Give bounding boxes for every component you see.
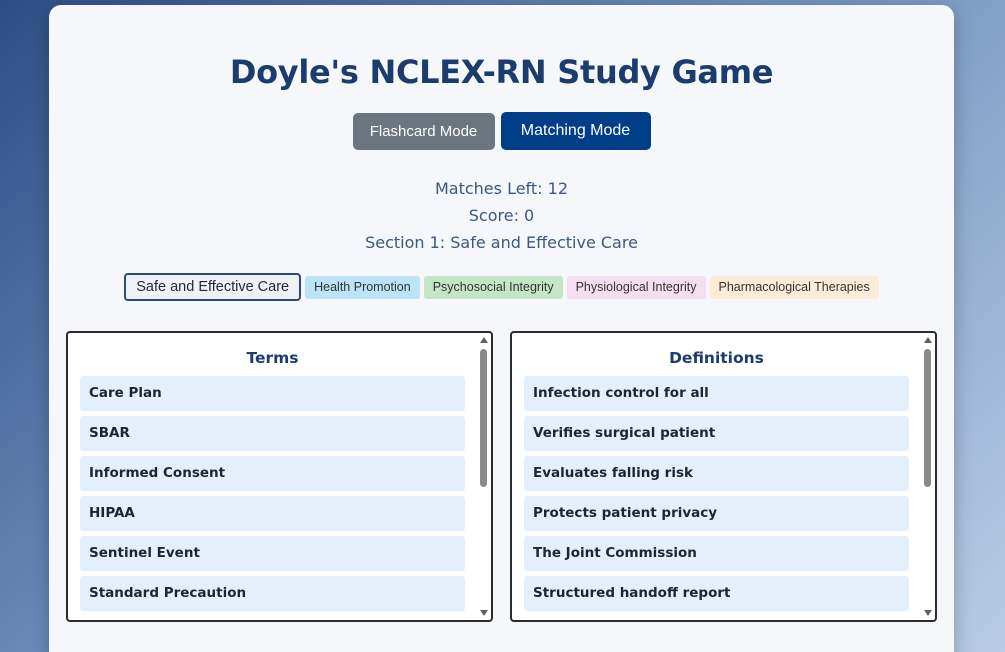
term-item[interactable]: Sentinel Event [80, 536, 465, 571]
scroll-up-arrow-icon[interactable] [924, 337, 932, 343]
term-item[interactable]: Informed Consent [80, 456, 465, 491]
definition-item[interactable]: Structured handoff report [524, 576, 909, 611]
page-title: Doyle's NCLEX-RN Study Game [229, 53, 774, 91]
definitions-scrollbar[interactable] [923, 335, 933, 618]
matches-left-counter: Matches Left: 12 [434, 179, 569, 198]
category-physiological-integrity[interactable]: Physiological Integrity [567, 276, 706, 299]
definitions-list [524, 376, 909, 616]
section-label: Section 1: Safe and Effective Care [365, 233, 638, 252]
definition-item[interactable]: Protects patient privacy [524, 496, 909, 531]
scrollbar-thumb[interactable] [480, 349, 487, 487]
definitions-heading: Definitions [669, 349, 764, 367]
category-health-promotion[interactable]: Health Promotion [305, 276, 420, 299]
category-safe-effective-care[interactable]: Safe and Effective Care [124, 273, 301, 301]
mode-switcher [49, 112, 954, 150]
terms-list [80, 376, 465, 616]
scrollbar-thumb[interactable] [924, 349, 931, 487]
terms-heading: Terms [246, 349, 299, 367]
definition-item[interactable]: Evaluates falling risk [524, 456, 909, 491]
scroll-up-arrow-icon[interactable] [480, 337, 488, 343]
flashcard-mode-button[interactable]: Flashcard Mode [353, 113, 495, 150]
term-item[interactable]: SBAR [80, 416, 465, 451]
category-pharmacological-therapies[interactable]: Pharmacological Therapies [710, 276, 879, 299]
definitions-panel [510, 331, 937, 622]
term-item[interactable]: Standard Precaution [80, 576, 465, 611]
scroll-down-arrow-icon[interactable] [924, 610, 932, 616]
category-psychosocial-integrity[interactable]: Psychosocial Integrity [424, 276, 563, 299]
score-display: Score: 0 [468, 206, 535, 225]
terms-scrollbar[interactable] [479, 335, 489, 618]
category-tabs [49, 273, 954, 301]
scroll-down-arrow-icon[interactable] [480, 610, 488, 616]
term-item[interactable]: Care Plan [80, 376, 465, 411]
definition-item[interactable]: Verifies surgical patient [524, 416, 909, 451]
definition-item[interactable]: The Joint Commission [524, 536, 909, 571]
terms-panel [66, 331, 493, 622]
definition-item[interactable]: Infection control for all [524, 376, 909, 411]
game-card [49, 5, 954, 652]
term-item[interactable]: HIPAA [80, 496, 465, 531]
matching-mode-button[interactable]: Matching Mode [501, 112, 651, 150]
